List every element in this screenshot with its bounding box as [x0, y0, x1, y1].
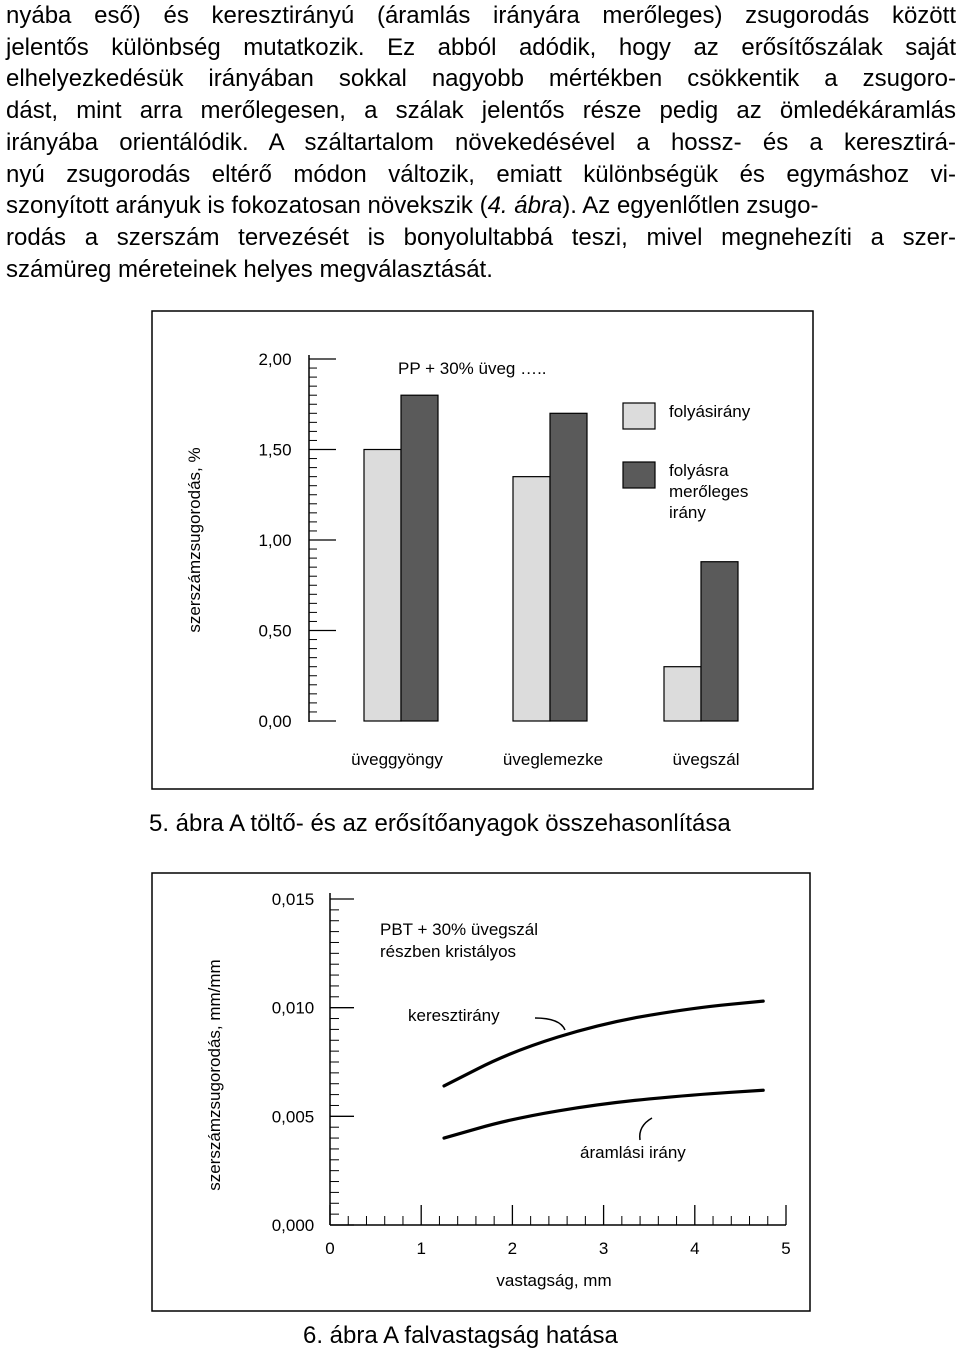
- figure5-bar: [701, 562, 738, 721]
- figure6-series-label: keresztirány: [408, 1006, 500, 1025]
- figure5-category-label: üveggyöngy: [351, 750, 443, 769]
- figure5-y-tick-label: 2,00: [258, 350, 292, 369]
- figure5-legend-swatch: [623, 403, 655, 429]
- figure5-categories: [351, 750, 739, 769]
- figure6-y-tick-label: 0,010: [271, 998, 315, 1018]
- figure5-caption: 5. ábra A töltő- és az erősítőanyagok összehasonlítása: [149, 810, 731, 837]
- figure5-bar: [364, 450, 401, 722]
- figure6-callout-line: [535, 1018, 565, 1030]
- figure5-y-tick-label: 1,50: [258, 440, 292, 460]
- figure5-legend: [623, 402, 751, 522]
- figure5-category-label: üveglemezke: [502, 750, 604, 769]
- figure5-legend-label: folyásirány: [669, 402, 751, 421]
- figure6-series-line: [444, 1001, 763, 1086]
- body-paragraph: [6, 0, 956, 285]
- paragraph-line: rodás a szerszám tervezését is bonyolultabbá teszi, mivel megnehezíti a szer-: [6, 223, 956, 251]
- figure6-ticks: [272, 890, 791, 1258]
- figure6-series: [408, 1001, 763, 1162]
- figure6-x-tick-label: 2: [507, 1239, 518, 1258]
- figure6-x-tick-label: 3: [598, 1239, 609, 1258]
- figure5-category-label: üvegszál: [672, 750, 740, 769]
- figure6-y-tick-label: 0,000: [271, 1216, 315, 1235]
- figure6-x-axis-label: vastagság, mm: [496, 1271, 612, 1290]
- figure5-legend-label: merőleges: [669, 482, 749, 501]
- paragraph-line: nyú zsugorodás eltérő módon változik, emiatt különbségük és egymáshoz vi-: [6, 160, 956, 188]
- figure5-bar: [664, 667, 701, 721]
- paragraph-line: nyába eső) és keresztirányú (áramlás irányára merőleges) zsugorodás között: [6, 2, 956, 29]
- figure5-bars: [364, 395, 738, 721]
- figure6-x-tick-label: 0: [325, 1239, 335, 1258]
- figure6-series-line: [444, 1090, 763, 1138]
- figure6-y-axis-label: szerszámzsugorodás, mm/mm: [205, 959, 224, 1191]
- figure5-y-tick-label: 0,50: [258, 621, 292, 641]
- figure6-caption: 6. ábra A falvastagság hatása: [303, 1322, 618, 1349]
- figure5-bar: [401, 395, 438, 721]
- paragraph-line: számüreg méreteinek helyes megválasztását.: [6, 255, 493, 283]
- figure6-frame: [152, 873, 810, 1311]
- figure6-title-line: részben kristályos: [380, 942, 517, 961]
- figure5-bar: [550, 413, 587, 721]
- figure5-legend-swatch: [623, 462, 655, 488]
- figure6-x-tick-label: 1: [416, 1239, 426, 1258]
- figure5-y-tick-label: 1,00: [258, 531, 292, 550]
- figure6-chart: [152, 873, 810, 1311]
- paragraph-line: jelentős különbség mutatkozik. Ez abból adódik, hogy az erősítőszálak saját: [6, 33, 956, 61]
- figure5-bar: [513, 477, 550, 721]
- figure6-callout-line: [640, 1118, 652, 1140]
- figure6-y-tick-label: 0,005: [271, 1107, 315, 1127]
- figure6-series-label: áramlási irány: [580, 1143, 686, 1162]
- figure6-x-tick-label: 5: [781, 1239, 791, 1258]
- figure5-y-tick-label: 0,00: [258, 712, 292, 731]
- paragraph-text: szonyított arányuk is fokozatosan növekszik (: [6, 192, 488, 220]
- paragraph-line: [6, 190, 956, 222]
- paragraph-line: irányába orientálódik. A száltartalom növekedésével a hossz- és a keresztirá-: [6, 128, 956, 156]
- figure5-legend-label: folyásra: [669, 461, 729, 480]
- figure6-x-tick-label: 4: [690, 1239, 700, 1258]
- figure5-title: PP + 30% üveg …..: [398, 359, 547, 378]
- figure5-y-axis-label: szerszámzsugorodás, %: [185, 447, 204, 633]
- figure-reference-link[interactable]: 4. ábra: [487, 192, 563, 220]
- paragraph-line: dást, mint arra merőlegesen, a szálak jelentős része pedig az ömledékáramlás: [6, 97, 956, 125]
- figure5-frame: [152, 311, 813, 789]
- figure6-title-line: PBT + 30% üvegszál: [380, 920, 538, 939]
- figure6-y-tick-label: 0,015: [271, 890, 315, 909]
- figure5-legend-label: irány: [669, 503, 706, 522]
- paragraph-line: elhelyezkedésük irányában sokkal nagyobb mértékben csökkentik a zsugoro-: [6, 65, 956, 93]
- figure5-chart: [152, 311, 813, 789]
- figure5-y-ticks: [258, 350, 336, 731]
- paragraph-text: ). Az egyenlőtlen zsugo-: [562, 192, 819, 220]
